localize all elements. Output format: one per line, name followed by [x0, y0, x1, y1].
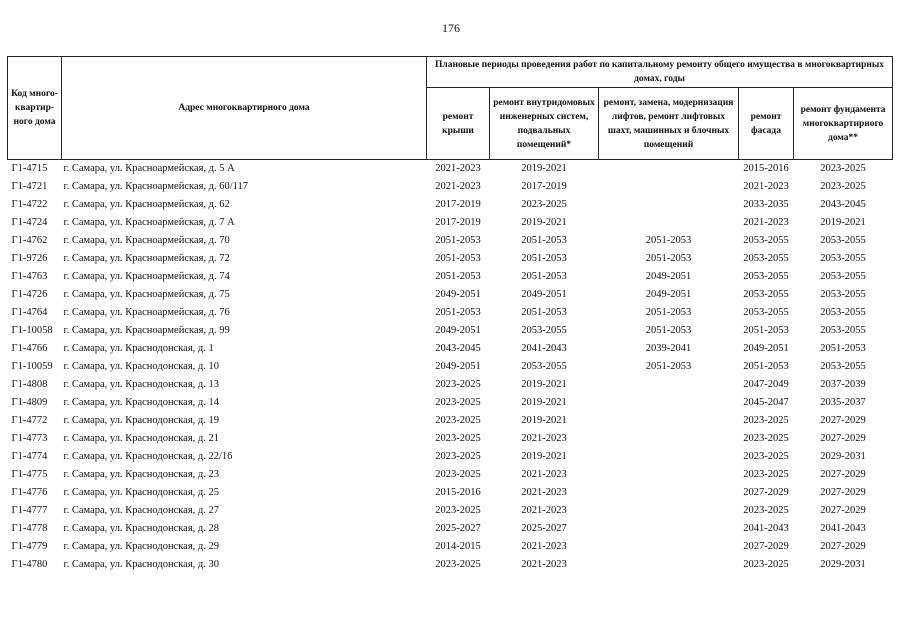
cell-facade: 2053-2055 [743, 235, 789, 246]
header-address: Адрес многоквартирного дома [62, 57, 427, 160]
cell-elevators: 2051-2053 [645, 235, 692, 246]
cell-elevators [599, 412, 739, 430]
table-row [8, 286, 893, 304]
table-row [8, 394, 893, 412]
cell-engineering: 2019-2021 [521, 217, 567, 228]
cell-engineering: 2053-2055 [521, 325, 567, 336]
cell-roof: 2021-2023 [435, 181, 481, 192]
table-row [8, 178, 893, 196]
cell-code: Г1-4779 [11, 541, 48, 552]
cell-facade: 2053-2055 [743, 271, 789, 282]
cell-facade: 2049-2051 [743, 343, 789, 354]
cell-code: Г1-10058 [11, 325, 53, 336]
cell-elevators: 2051-2053 [645, 307, 692, 318]
cell-roof: 2017-2019 [435, 199, 481, 210]
cell-roof: 2021-2023 [435, 163, 481, 174]
cell-foundation: 2041-2043 [820, 523, 866, 534]
cell-engineering: 2049-2051 [521, 289, 567, 300]
cell-address: г. Самара, ул. Красноармейская, д. 72 [63, 253, 230, 264]
cell-facade: 2027-2029 [743, 487, 789, 498]
cell-foundation: 2027-2029 [820, 469, 866, 480]
table-row [8, 340, 893, 358]
cell-code: Г1-4772 [11, 415, 48, 426]
cell-elevators: 2051-2053 [645, 361, 692, 372]
header-roof: ремонт крыши [427, 88, 490, 160]
table-row [8, 160, 893, 179]
table-body [8, 160, 893, 575]
header-elevators: ремонт, замена, модернизация лифтов, ремонт лифтовых шахт, машинных и блочных помещений [599, 88, 739, 160]
cell-foundation: 2029-2031 [820, 559, 866, 570]
table-row [8, 466, 893, 484]
cell-address: г. Самара, ул. Краснодонская, д. 27 [63, 505, 219, 516]
cell-foundation: 2053-2055 [820, 235, 866, 246]
table-row [8, 376, 893, 394]
cell-foundation: 2051-2053 [820, 343, 866, 354]
cell-facade: 2047-2049 [743, 379, 789, 390]
cell-foundation: 2023-2025 [820, 181, 866, 192]
cell-roof: 2015-2016 [435, 487, 481, 498]
cell-roof: 2049-2051 [435, 325, 481, 336]
cell-foundation: 2023-2025 [820, 163, 866, 174]
cell-facade: 2051-2053 [743, 325, 789, 336]
cell-address: г. Самара, ул. Краснодонская, д. 21 [63, 433, 219, 444]
cell-roof: 2023-2025 [435, 505, 481, 516]
cell-facade: 2023-2025 [743, 559, 789, 570]
cell-foundation: 2043-2045 [820, 199, 866, 210]
cell-foundation: 2027-2029 [820, 415, 866, 426]
cell-code: Г1-4724 [11, 217, 48, 228]
cell-engineering: 2019-2021 [521, 415, 567, 426]
table-row [8, 412, 893, 430]
cell-engineering: 2053-2055 [521, 361, 567, 372]
cell-foundation: 2027-2029 [820, 541, 866, 552]
cell-facade: 2053-2055 [743, 307, 789, 318]
cell-elevators: 2049-2051 [645, 289, 692, 300]
cell-facade: 2053-2055 [743, 289, 789, 300]
cell-elevators [599, 520, 739, 538]
cell-code: Г1-4722 [11, 199, 48, 210]
cell-address: г. Самара, ул. Краснодонская, д. 25 [63, 487, 219, 498]
cell-engineering: 2051-2053 [521, 253, 567, 264]
table-row [8, 448, 893, 466]
cell-roof: 2023-2025 [435, 397, 481, 408]
cell-roof: 2017-2019 [435, 217, 481, 228]
cell-address: г. Самара, ул. Красноармейская, д. 75 [63, 289, 230, 300]
table-row [8, 538, 893, 556]
cell-engineering: 2051-2053 [521, 307, 567, 318]
cell-address: г. Самара, ул. Краснодонская, д. 1 [63, 343, 214, 354]
cell-address: г. Самара, ул. Красноармейская, д. 99 [63, 325, 230, 336]
cell-foundation: 2053-2055 [820, 307, 866, 318]
table-header [8, 57, 893, 160]
cell-facade: 2027-2029 [743, 541, 789, 552]
cell-address: г. Самара, ул. Краснодонская, д. 19 [63, 415, 219, 426]
table-row [8, 556, 893, 574]
cell-elevators [599, 448, 739, 466]
cell-address: г. Самара, ул. Красноармейская, д. 60/117 [63, 181, 249, 192]
cell-roof: 2023-2025 [435, 433, 481, 444]
header-facade: ремонт фасада [739, 88, 794, 160]
cell-address: г. Самара, ул. Краснодонская, д. 10 [63, 361, 219, 372]
table-row [8, 196, 893, 214]
cell-roof: 2049-2051 [435, 289, 481, 300]
cell-roof: 2023-2025 [435, 469, 481, 480]
cell-roof: 2051-2053 [435, 253, 481, 264]
cell-foundation: 2035-2037 [820, 397, 866, 408]
cell-roof: 2051-2053 [435, 235, 481, 246]
header-code: Код много-квартир-ного дома [8, 57, 62, 160]
cell-engineering: 2019-2021 [521, 451, 567, 462]
repair-schedule-table [7, 56, 893, 574]
cell-roof: 2023-2025 [435, 379, 481, 390]
table-row [8, 250, 893, 268]
cell-roof: 2014-2015 [435, 541, 481, 552]
cell-elevators: 2039-2041 [645, 343, 692, 354]
cell-engineering: 2021-2023 [521, 559, 567, 570]
cell-elevators [599, 214, 739, 232]
cell-address: г. Самара, ул. Красноармейская, д. 62 [63, 199, 230, 210]
cell-engineering: 2051-2053 [521, 235, 567, 246]
cell-engineering: 2019-2021 [521, 379, 567, 390]
cell-engineering: 2023-2025 [521, 199, 567, 210]
cell-roof: 2051-2053 [435, 307, 481, 318]
cell-elevators [599, 178, 739, 196]
cell-foundation: 2053-2055 [820, 289, 866, 300]
cell-elevators [599, 160, 739, 179]
cell-engineering: 2021-2023 [521, 541, 567, 552]
cell-code: Г1-4775 [11, 469, 48, 480]
cell-elevators [599, 538, 739, 556]
cell-foundation: 2053-2055 [820, 325, 866, 336]
cell-code: Г1-4763 [11, 271, 48, 282]
table-row [8, 502, 893, 520]
cell-roof: 2025-2027 [435, 523, 481, 534]
cell-foundation: 2037-2039 [820, 379, 866, 390]
cell-code: Г1-4808 [11, 379, 48, 390]
table-row [8, 358, 893, 376]
cell-roof: 2051-2053 [435, 271, 481, 282]
cell-facade: 2051-2053 [743, 361, 789, 372]
table-row [8, 520, 893, 538]
cell-code: Г1-4777 [11, 505, 48, 516]
cell-elevators [599, 484, 739, 502]
cell-code: Г1-4774 [11, 451, 48, 462]
cell-foundation: 2053-2055 [820, 253, 866, 264]
table-row [8, 214, 893, 232]
table-row [8, 268, 893, 286]
cell-roof: 2043-2045 [435, 343, 481, 354]
cell-code: Г1-4726 [11, 289, 48, 300]
cell-engineering: 2021-2023 [521, 433, 567, 444]
cell-foundation: 2027-2029 [820, 487, 866, 498]
cell-elevators [599, 556, 739, 574]
cell-facade: 2023-2025 [743, 415, 789, 426]
cell-roof: 2023-2025 [435, 415, 481, 426]
cell-code: Г1-4766 [11, 343, 48, 354]
cell-elevators [599, 196, 739, 214]
cell-engineering: 2019-2021 [521, 163, 567, 174]
cell-address: г. Самара, ул. Красноармейская, д. 74 [63, 271, 230, 282]
cell-facade: 2033-2035 [743, 199, 789, 210]
cell-facade: 2045-2047 [743, 397, 789, 408]
header-foundation: ремонт фундамента многоквартирного дома** [794, 88, 893, 160]
cell-address: г. Самара, ул. Краснодонская, д. 29 [63, 541, 219, 552]
cell-facade: 2023-2025 [743, 469, 789, 480]
cell-address: г. Самара, ул. Красноармейская, д. 70 [63, 235, 230, 246]
table-row [8, 232, 893, 250]
table-row [8, 304, 893, 322]
cell-roof: 2023-2025 [435, 451, 481, 462]
cell-facade: 2023-2025 [743, 433, 789, 444]
cell-code: Г1-9726 [11, 253, 48, 264]
cell-foundation: 2027-2029 [820, 505, 866, 516]
cell-address: г. Самара, ул. Краснодонская, д. 14 [63, 397, 219, 408]
cell-roof: 2049-2051 [435, 361, 481, 372]
cell-foundation: 2029-2031 [820, 451, 866, 462]
header-engineering: ремонт внутридомовых инженерных систем, подвальных помещений* [490, 88, 599, 160]
cell-engineering: 2025-2027 [521, 523, 567, 534]
cell-facade: 2023-2025 [743, 451, 789, 462]
cell-elevators [599, 394, 739, 412]
cell-code: Г1-4778 [11, 523, 48, 534]
cell-foundation: 2027-2029 [820, 433, 866, 444]
cell-address: г. Самара, ул. Красноармейская, д. 7 А [63, 217, 235, 228]
cell-facade: 2021-2023 [743, 217, 789, 228]
cell-address: г. Самара, ул. Краснодонская, д. 13 [63, 379, 219, 390]
cell-engineering: 2051-2053 [521, 271, 567, 282]
cell-code: Г1-4715 [11, 163, 48, 174]
cell-code: Г1-4764 [11, 307, 48, 318]
cell-elevators [599, 466, 739, 484]
cell-address: г. Самара, ул. Красноармейская, д. 76 [63, 307, 230, 318]
header-periods-group: Плановые периоды проведения работ по капитальному ремонту общего имущества в многоквартирных домах, годы [427, 57, 893, 88]
cell-address: г. Самара, ул. Краснодонская, д. 23 [63, 469, 219, 480]
cell-engineering: 2021-2023 [521, 469, 567, 480]
cell-foundation: 2053-2055 [820, 271, 866, 282]
cell-engineering: 2021-2023 [521, 505, 567, 516]
cell-code: Г1-4773 [11, 433, 48, 444]
cell-facade: 2053-2055 [743, 253, 789, 264]
cell-code: Г1-4762 [11, 235, 48, 246]
cell-elevators: 2051-2053 [645, 253, 692, 264]
page-number: 176 [442, 21, 460, 35]
cell-facade: 2015-2016 [743, 163, 789, 174]
cell-facade: 2021-2023 [743, 181, 789, 192]
cell-code: Г1-10059 [11, 361, 53, 372]
cell-elevators: 2051-2053 [645, 325, 692, 336]
cell-address: г. Самара, ул. Краснодонская, д. 22/16 [63, 451, 233, 462]
cell-foundation: 2019-2021 [820, 217, 866, 228]
cell-engineering: 2041-2043 [521, 343, 567, 354]
table-row [8, 430, 893, 448]
cell-code: Г1-4809 [11, 397, 48, 408]
cell-engineering: 2021-2023 [521, 487, 567, 498]
cell-address: г. Самара, ул. Красноармейская, д. 5 А [63, 163, 235, 174]
cell-elevators [599, 376, 739, 394]
cell-address: г. Самара, ул. Краснодонская, д. 30 [63, 559, 219, 570]
cell-foundation: 2053-2055 [820, 361, 866, 372]
cell-facade: 2041-2043 [743, 523, 789, 534]
cell-elevators [599, 430, 739, 448]
cell-facade: 2023-2025 [743, 505, 789, 516]
table-row [8, 322, 893, 340]
cell-engineering: 2019-2021 [521, 397, 567, 408]
cell-address: г. Самара, ул. Краснодонская, д. 28 [63, 523, 219, 534]
cell-elevators [599, 502, 739, 520]
cell-code: Г1-4780 [11, 559, 48, 570]
table-row [8, 484, 893, 502]
cell-engineering: 2017-2019 [521, 181, 567, 192]
cell-code: Г1-4721 [11, 181, 48, 192]
cell-elevators: 2049-2051 [645, 271, 692, 282]
cell-roof: 2023-2025 [435, 559, 481, 570]
cell-code: Г1-4776 [11, 487, 48, 498]
